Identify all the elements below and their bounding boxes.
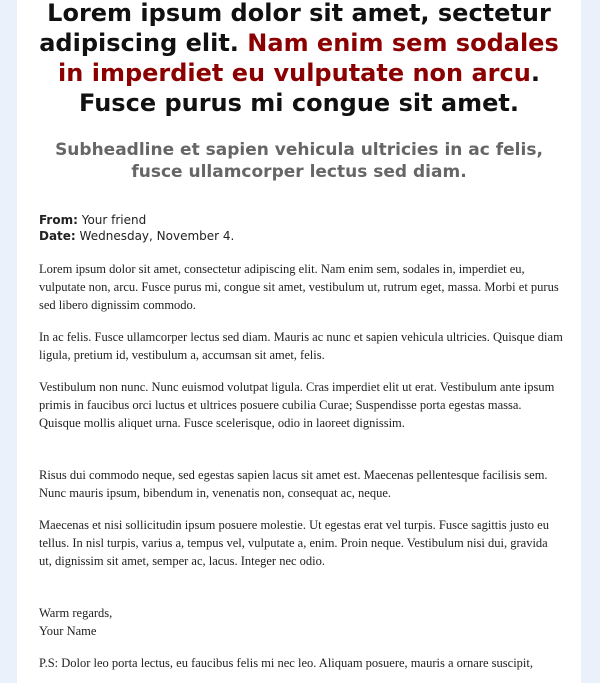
paragraph-1: Lorem ipsum dolor sit amet, consectetur adipiscing elit. Nam enim sem, sodales in, imperdiet eu, vulputate non, arcu. Fusce purus mi, congue sit amet, vestibulum ut, rutrum eget, massa. Morbi et purus sed libero dignissim commodo. [39,262,559,312]
date-line [39,228,563,244]
paragraph-2: In ac felis. Fusce ullamcorper lectus sed diam. Mauris ac nunc et sapien vehicula ultricies. Quisque diam ligula, pretium id, vestibulum a, accumsan sit amet, felis. [39,330,563,362]
signoff [39,604,563,640]
letter-body [39,212,563,683]
paragraph-4: Risus dui commodo neque, sed egestas sapien lacus sit amet est. Maecenas pellentesque facilisis sem. Nunc mauris ipsum, bibendum in, venenatis non, consequat ac, neque. [39,468,548,500]
headline-text-end: . Fusce purus mi congue sit amet. [79,59,540,117]
headline-accent-text: Nam enim sem sodales in imperdiet eu vulputate non arcu [58,29,559,87]
from-value: Your friend [77,213,147,227]
date-value: Wednesday, November 4. [75,229,235,243]
from-line [39,212,563,228]
paragraph-3: Vestibulum non nunc. Nunc euismod volutpat ligula. Cras imperdiet elit ut erat. Vestibulum ante ipsum primis in faucibus orci luctus et ultrices posuere cubilia Curae; Suspendisse porta egestas massa. Quisque mollis aliquet urna. Fusce scelerisque, odio in laoreet dignissim. [39,380,555,430]
signoff-greeting: Warm regards, [39,606,113,620]
headline [17,0,581,118]
paragraph-5: Maecenas et nisi sollicitudin ipsum posuere molestie. Ut egestas erat vel turpis. Fusce sagittis justo eu tellus. In nisl turpis, varius a, tempus vel, vulputate a, enim. Proin neque. Vestibulum nisi dui, gravida ut, dignissim sit amet, semper ac, lacus. Integer nec odio. [39,518,549,568]
letter-meta [39,212,563,244]
subheadline: Subheadline et sapien vehicula ultricies in ac felis, fusce ullamcorper lectus sed diam. [55,140,543,182]
headline-text: Lorem ipsum dolor sit amet, sectetur adipiscing elit. [39,0,551,57]
date-label: Date: [39,229,76,243]
postscript: P.S: Dolor leo porta lectus, eu faucibus felis mi nec leo. Aliquam posuere, mauris a ornare suscipit, [39,656,533,670]
signoff-name: Your Name [39,624,97,638]
letter-page [17,0,581,683]
from-label: From: [39,213,78,227]
